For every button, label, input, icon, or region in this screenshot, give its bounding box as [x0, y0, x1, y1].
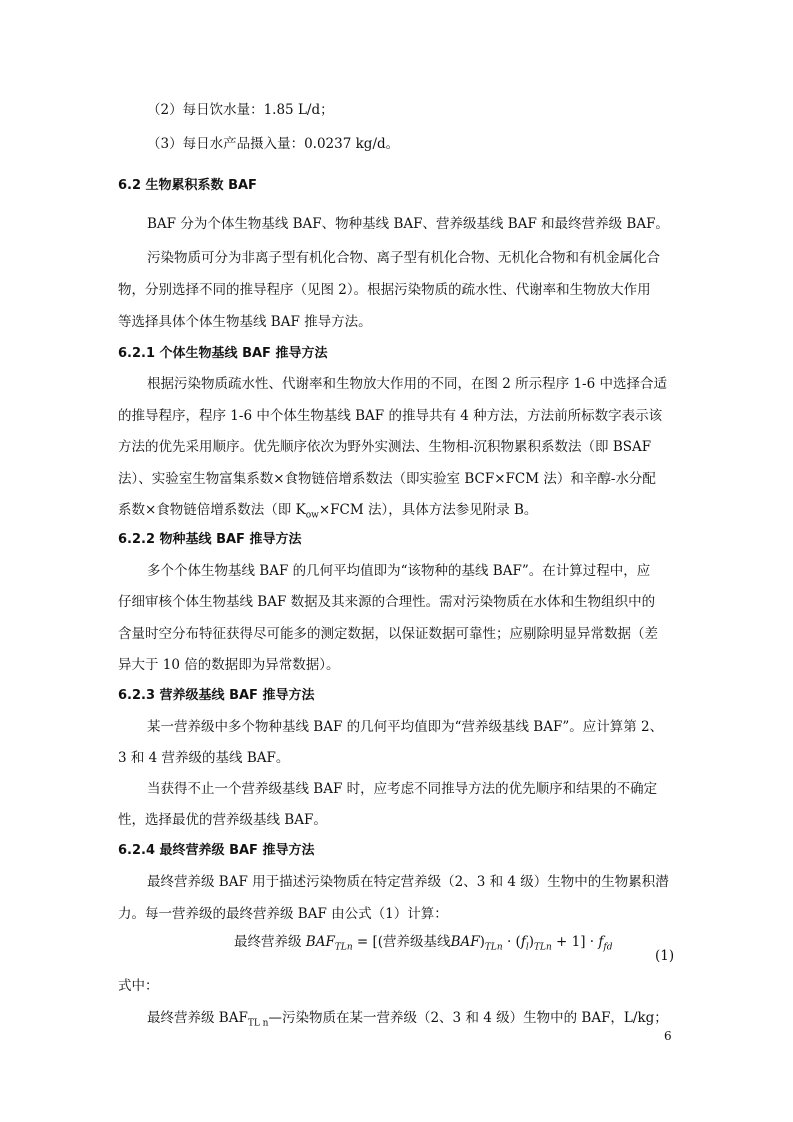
- formula-text: = [(营养级基线: [352, 934, 451, 950]
- paragraph-line: 含量时空分布特征获得尽可能多的测定数据，以保证数据可靠性；应剔除明显异常数据（差: [118, 626, 658, 642]
- text-segment: —污染物质在某一营养级（2、3 和 4 级）生物中的 BAF，L/kg；: [268, 1010, 668, 1026]
- section-heading-6-2-4: 6.2.4 最终营养级 BAF 推导方法: [118, 843, 315, 858]
- formula-text: 最终营养级: [234, 934, 306, 950]
- section-heading-6-2-2: 6.2.2 物种基线 BAF 推导方法: [118, 532, 302, 547]
- formula-var: f: [598, 934, 604, 950]
- paragraph-line: 等选择具体个体生物基线 BAF 推导方法。: [118, 314, 372, 330]
- formula-subscript: fd: [603, 942, 613, 953]
- section-heading-6-2: 6.2 生物累积系数 BAF: [118, 178, 257, 193]
- formula-subscript: TLn: [484, 942, 503, 953]
- paragraph-line: [118, 500, 537, 526]
- paragraph-line: 法）、实验室生物富集系数×食物链倍增系数法（即实验室 BCF×FCM 法）和辛醇-水分配: [118, 471, 656, 487]
- page-number: 6: [664, 1029, 672, 1043]
- section-heading-6-2-3: 6.2.3 营养级基线 BAF 推导方法: [118, 688, 315, 703]
- paragraph-line: 仔细审核个体生物基线 BAF 数据及其来源的合理性。需对污染物质在水体和生物组织中的: [118, 594, 656, 610]
- paragraph-line: 最终营养级 BAF 用于描述污染物质在特定营养级（2、3 和 4 级）生物中的生物累积潜: [147, 874, 669, 890]
- where-label: 式中：: [118, 978, 159, 994]
- equation-1: [234, 931, 612, 959]
- paragraph-line: 力。每一营养级的最终营养级 BAF 由公式（1）计算：: [118, 906, 448, 922]
- aquatic-intake-item: （3）每日水产品摄入量：0.0237 kg/d。: [147, 136, 400, 152]
- drinking-water-item: （2）每日饮水量：1.85 L/d；: [147, 102, 334, 118]
- formula-text: · (: [502, 934, 521, 950]
- paragraph-line: 污染物质可分为非离子型有机化合物、离子型有机化合物、无机化合物和有机金属化合: [147, 250, 660, 266]
- paragraph-line: 的推导程序，程序 1-6 中个体生物基线 BAF 的推导共有 4 种方法，方法前所标数字表示该: [118, 408, 663, 424]
- formula-text: ): [528, 934, 534, 950]
- formula-subscript: TLn: [334, 942, 353, 953]
- tln-subscript: TL n: [247, 1018, 269, 1029]
- definition-line: [147, 1008, 668, 1034]
- paragraph-line: 异大于 10 倍的数据即为异常数据）。: [118, 657, 340, 673]
- paragraph-line: 方法的优先采用顺序。优先顺序依次为野外实测法、生物相-沉积物累积系数法（即 BSAF: [118, 439, 652, 455]
- paragraph-line: BAF 分为个体生物基线 BAF、物种基线 BAF、营养级基线 BAF 和最终营养级 BAF。: [147, 216, 669, 232]
- formula-var: BAF: [305, 934, 335, 950]
- paragraph-line: 3 和 4 营养级的基线 BAF。: [118, 750, 290, 766]
- paragraph-line: 某一营养级中多个物种基线 BAF 的几何平均值即为“营养级基线 BAF”。应计算第 2、: [147, 719, 664, 735]
- paragraph-line: 物，分别选择不同的推导程序（见图 2）。根据污染物质的疏水性、代谢率和生物放大作用: [118, 282, 651, 298]
- formula-subscript: TLn: [533, 942, 552, 953]
- kow-subscript: ow: [305, 510, 319, 521]
- paragraph-line: 性，选择最优的营养级基线 BAF。: [118, 812, 327, 828]
- text-segment: ×FCM 法），具体方法参见附录 B。: [318, 502, 538, 518]
- equation-number: (1): [655, 948, 675, 964]
- formula-text: + 1] ·: [551, 934, 599, 950]
- paragraph-line: 当获得不止一个营养级基线 BAF 时，应考虑不同推导方法的优先顺序和结果的不确定: [147, 781, 658, 797]
- paragraph-line: 多个个体生物基线 BAF 的几何平均值即为“该物种的基线 BAF”。在计算过程中，应: [147, 563, 651, 579]
- text-segment: 系数×食物链倍增系数法（即 K: [118, 502, 306, 518]
- formula-var: BAF: [450, 934, 480, 950]
- formula-subscript: l: [525, 942, 529, 953]
- formula-var: f: [520, 934, 526, 950]
- formula-text: ): [479, 934, 485, 950]
- text-segment: 最终营养级 BAF: [147, 1010, 248, 1026]
- section-heading-6-2-1: 6.2.1 个体生物基线 BAF 推导方法: [118, 346, 328, 361]
- paragraph-line: 根据污染物质疏水性、代谢率和生物放大作用的不同，在图 2 所示程序 1-6 中选择合适: [147, 376, 667, 392]
